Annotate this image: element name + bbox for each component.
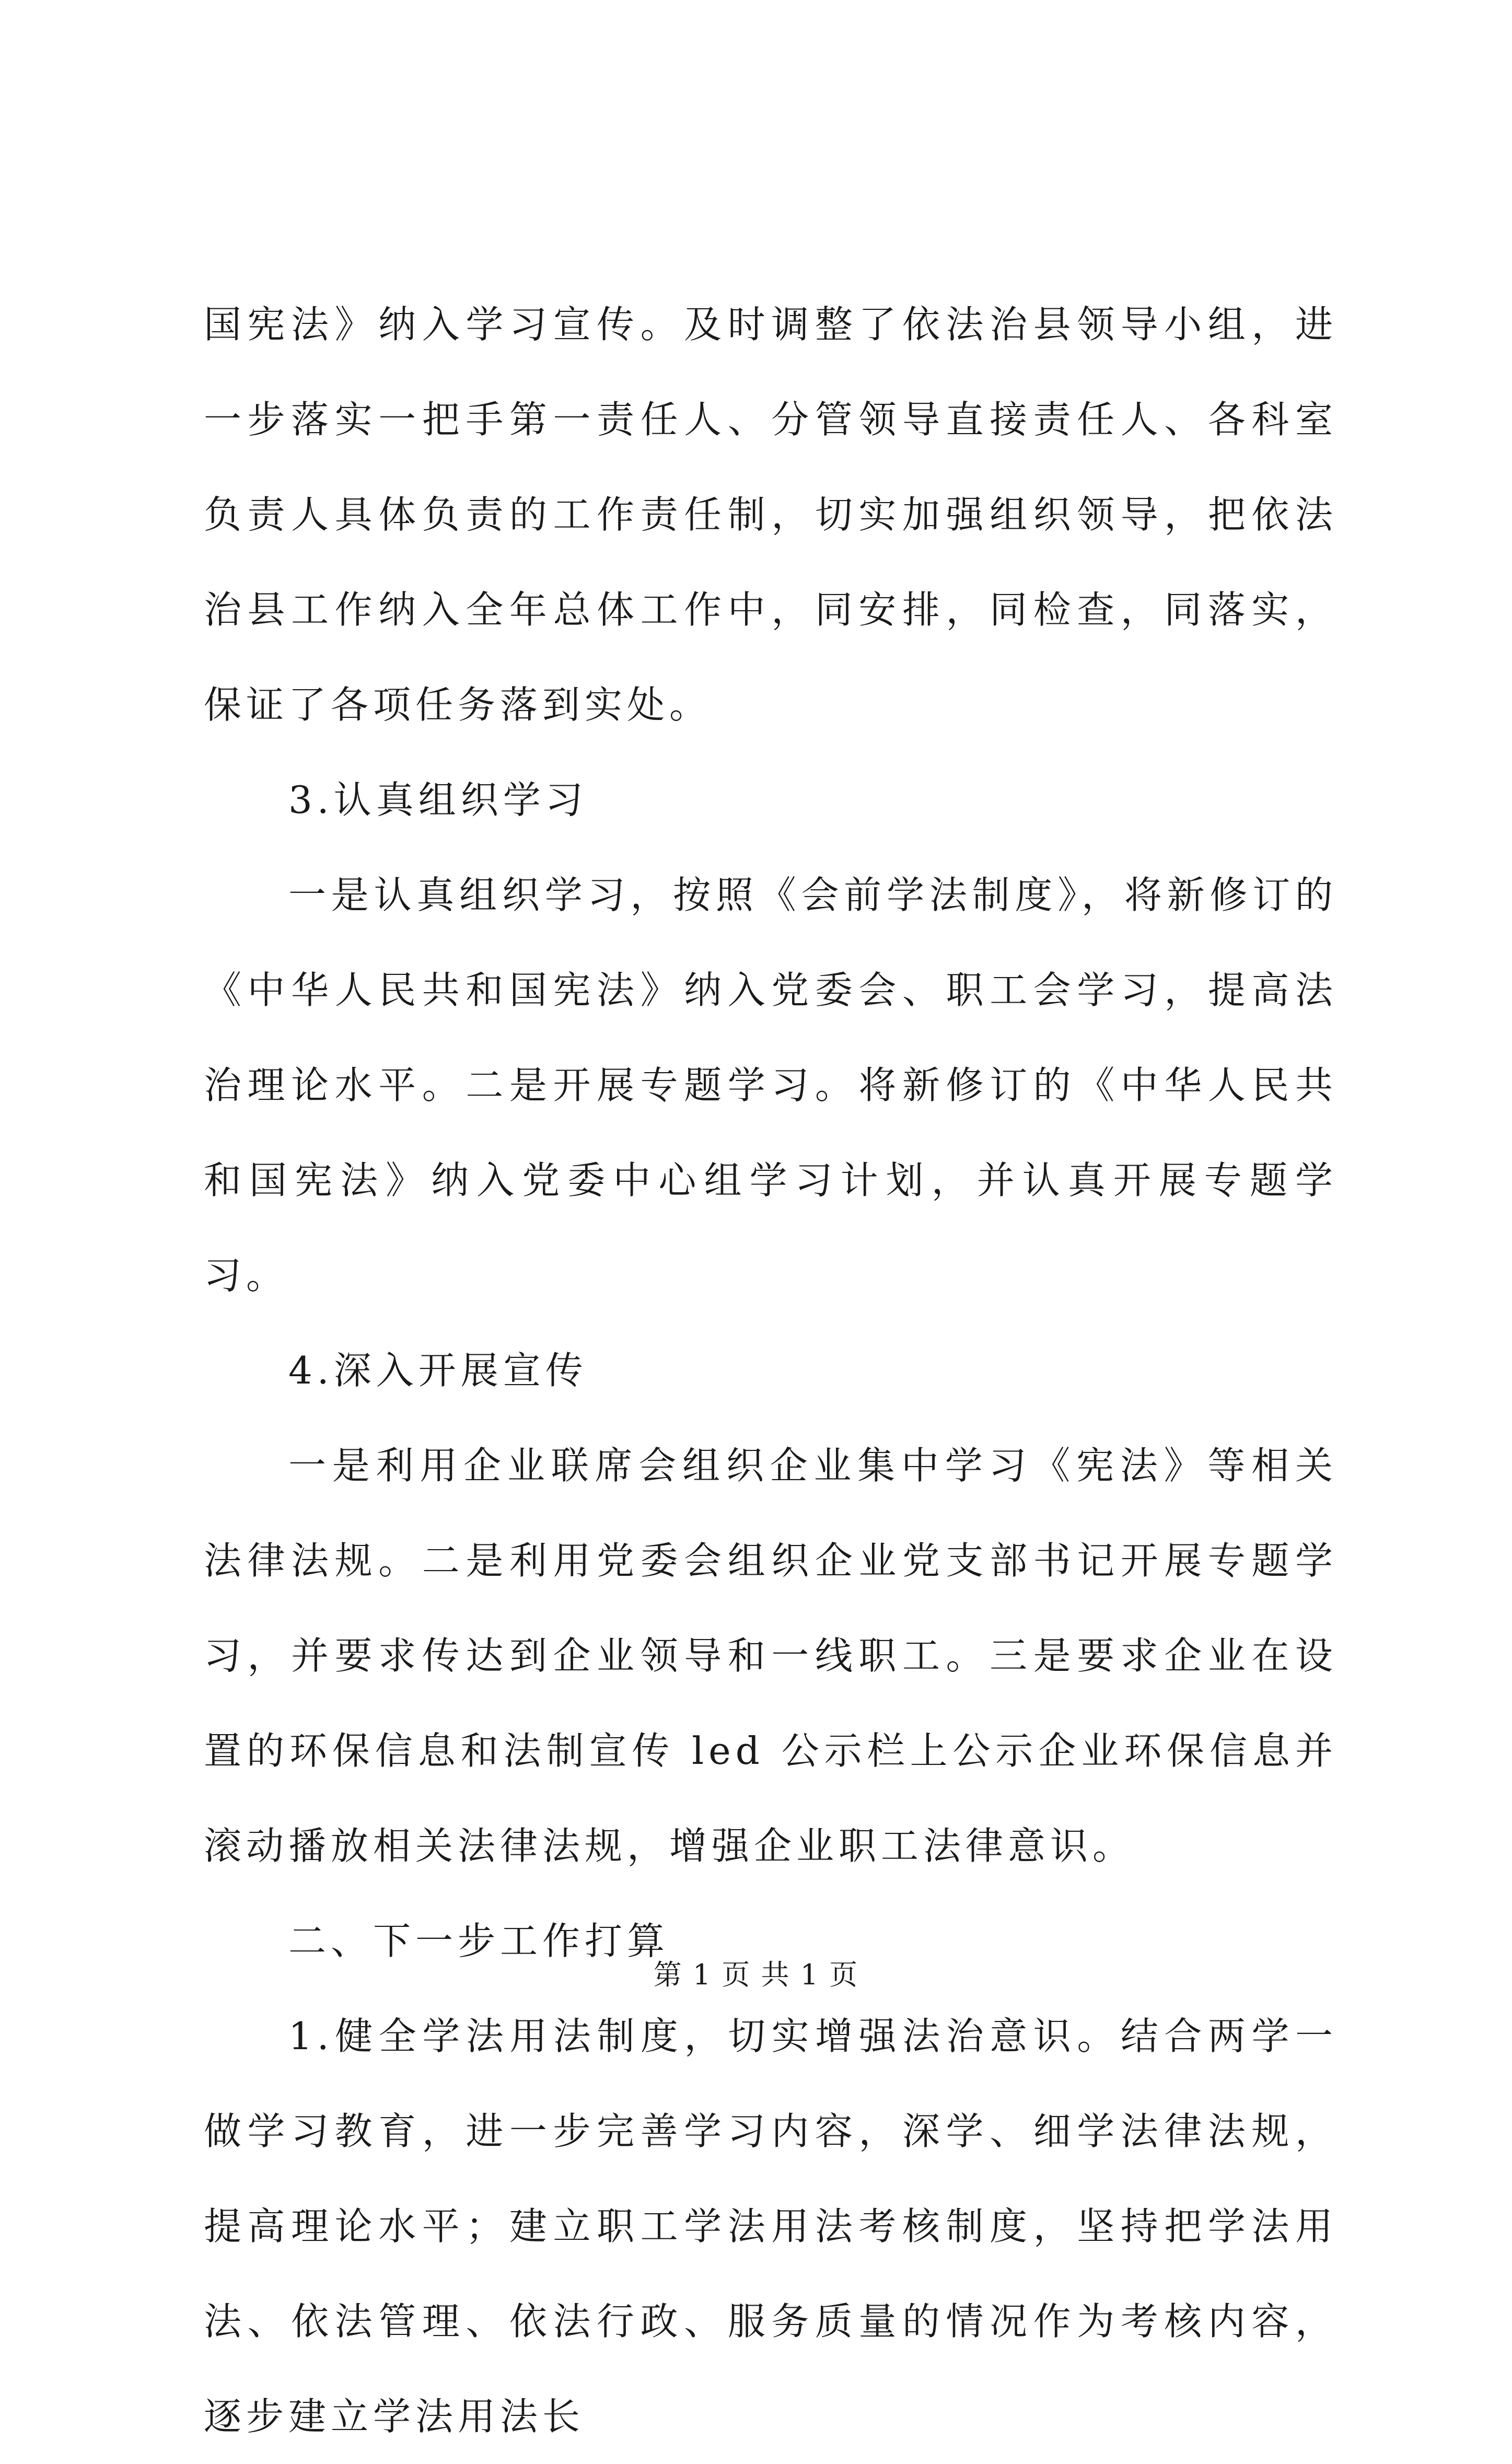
heading-study-organization: 3.认真组织学习 [288,778,588,822]
paragraph-next-steps-1: 1.健全学法用法制度，切实增强法治意识。结合两学一做学习教育，进一步完善学习内容，深学、细学法律法规，提高理论水平；建立职工学法用法考核制度，坚持把学法用法、依法管理、依法行政、服务质量的情况作为考核内容，逐步建立学法用法长 [204,2014,1337,2438]
heading-publicity: 4.深入开展宣传 [288,1349,588,1392]
document-body [204,277,1337,2464]
paragraph-study-organization: 一是认真组织学习，按照《会前学法制度》，将新修订的《中华人民共和国宪法》纳入党委会、职工会学习，提高法治理论水平。二是开展专题学习。将新修订的《中华人民共和国宪法》纳入党委中心组学习计划，并认真开展专题学习。 [204,873,1337,1297]
paragraph-intro-continuation: 国宪法》纳入学习宣传。及时调整了依法治县领导小组，进一步落实一把手第一责任人、分管领导直接责任人、各科室负责人具体负责的工作责任制，切实加强组织领导，把依法治县工作纳入全年总体工作中，同安排，同检查，同落实，保证了各项任务落到实处。 [204,303,1337,727]
heading-next-steps: 二、下一步工作打算 [288,1919,670,1963]
paragraph-publicity: 一是利用企业联席会组织企业集中学习《宪法》等相关法律法规。二是利用党委会组织企业党支部书记开展专题学习，并要求传达到企业领导和一线职工。三是要求企业在设置的环保信息和法制宣传 led 公示栏上公示企业环保信息并滚动播放相关法律法规，增强企业职工法律意识。 [204,1444,1337,1868]
page-footer: 第 1 页 共 1 页 [653,1958,859,1991]
